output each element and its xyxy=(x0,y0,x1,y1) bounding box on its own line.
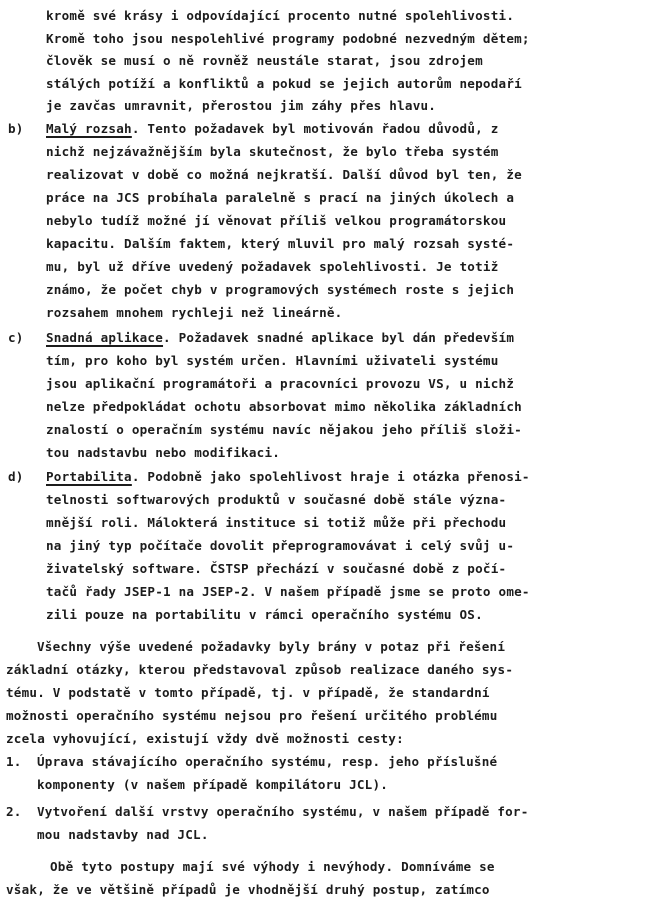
list-item-first-line xyxy=(46,330,514,346)
text-line: nebylo tudíž možné jí věnovat příliš velkou programátorskou xyxy=(46,213,507,228)
text-line: nichž nejzávažnějším byla skutečnost, že bylo třeba systém xyxy=(46,144,499,159)
text-line: realizovat v době co možná nejkratší. Další důvod byl ten, že xyxy=(46,167,522,182)
text-line: komponenty (v našem případě kompilátoru JCL). xyxy=(37,777,389,792)
list-marker: d) xyxy=(8,469,24,484)
text-line: mnější roli. Málokterá instituce si totiž může při přechodu xyxy=(46,515,507,530)
text-line: Všechny výše uvedené požadavky byly brány v potaz při řešení xyxy=(37,639,506,654)
list-item-first-line xyxy=(46,469,530,485)
text-line: Kromě toho jsou nespolehlivé programy podobné nezvedným dětem; xyxy=(46,31,530,46)
text-line: na jiný typ počítače dovolit přeprogramovávat i celý svůj u- xyxy=(46,538,515,553)
text-line: tému. V podstatě v tomto případě, tj. v případě, že standardní xyxy=(6,685,490,700)
text-line: Obě tyto postupy mají své výhody i nevýhody. Domníváme se xyxy=(50,859,495,874)
text-line: mu, byl už dříve uvedený požadavek spolehlivosti. Je totiž xyxy=(46,259,499,274)
text-span: . Podobně jako spolehlivost hraje i otázka přenosi- xyxy=(131,469,530,484)
section-heading: Snadná aplikace xyxy=(46,330,164,345)
list-item-first-line xyxy=(46,121,499,137)
text-line: jsou aplikační programátoři a pracovníci provozu VS, u nichž xyxy=(46,376,515,391)
text-line: je zavčas umravnit, přerostou jim záhy přes hlavu. xyxy=(46,98,437,113)
text-line: možnosti operačního systému nejsou pro řešení určitého problému xyxy=(6,708,498,723)
text-line: telnosti softwarových produktů v současné době stále význa- xyxy=(46,492,507,507)
text-line: zili pouze na portabilitu v rámci operačního systému OS. xyxy=(46,607,483,622)
text-line: stálých potíží a konfliktů a pokud se jejich autorům nepodaří xyxy=(46,76,522,91)
text-line: tačů řady JSEP-1 na JSEP-2. V našem případě jsme se proto ome- xyxy=(46,584,530,599)
text-line: znalostí o operačním systému navíc nějakou jeho příliš složi- xyxy=(46,422,522,437)
text-line: nelze předpokládat ochotu absorbovat mimo několika základních xyxy=(46,399,522,414)
text-line: člověk se musí o ně rovněž neustále starat, jsou zdrojem xyxy=(46,53,483,68)
text-line: rozsahem mnohem rychleji než lineárně. xyxy=(46,305,343,320)
text-line: Úprava stávajícího operačního systému, resp. jeho příslušné xyxy=(37,754,498,769)
text-line: však, že ve většině případů je vhodnější druhý postup, zatímco xyxy=(6,882,490,897)
text-line: tím, pro koho byl systém určen. Hlavními uživateli systému xyxy=(46,353,499,368)
text-line: práce na JCS probíhala paralelně s prací na jiných úkolech a xyxy=(46,190,515,205)
text-line: základní otázky, kterou představoval způsob realizace daného sys- xyxy=(6,662,514,677)
text-span: . Požadavek snadné aplikace byl dán především xyxy=(163,330,515,345)
text-line: kapacitu. Dalším faktem, který mluvil pro malý rozsah systé- xyxy=(46,236,515,251)
section-heading: Portabilita xyxy=(46,469,132,484)
section-heading: Malý rozsah xyxy=(46,121,132,136)
text-line: Vytvoření další vrstvy operačního systému, v našem případě for- xyxy=(37,804,529,819)
text-line: živatelský software. ČSTSP přechází v současné době z počí- xyxy=(46,561,507,576)
text-span: . Tento požadavek byl motivován řadou důvodů, z xyxy=(131,121,499,136)
list-marker: c) xyxy=(8,330,24,345)
text-line: tou nadstavbu nebo modifikaci. xyxy=(46,445,281,460)
text-line: známo, že počet chyb v programových systémech roste s jejich xyxy=(46,282,515,297)
text-line: zcela vyhovující, existují vždy dvě možnosti cesty: xyxy=(6,731,404,746)
list-marker: 2. xyxy=(6,804,22,819)
text-line: kromě své krásy i odpovídající procento nutné spolehlivosti. xyxy=(46,8,515,23)
list-marker: b) xyxy=(8,121,24,136)
text-line: mou nadstavby nad JCL. xyxy=(37,827,209,842)
list-marker: 1. xyxy=(6,754,22,769)
